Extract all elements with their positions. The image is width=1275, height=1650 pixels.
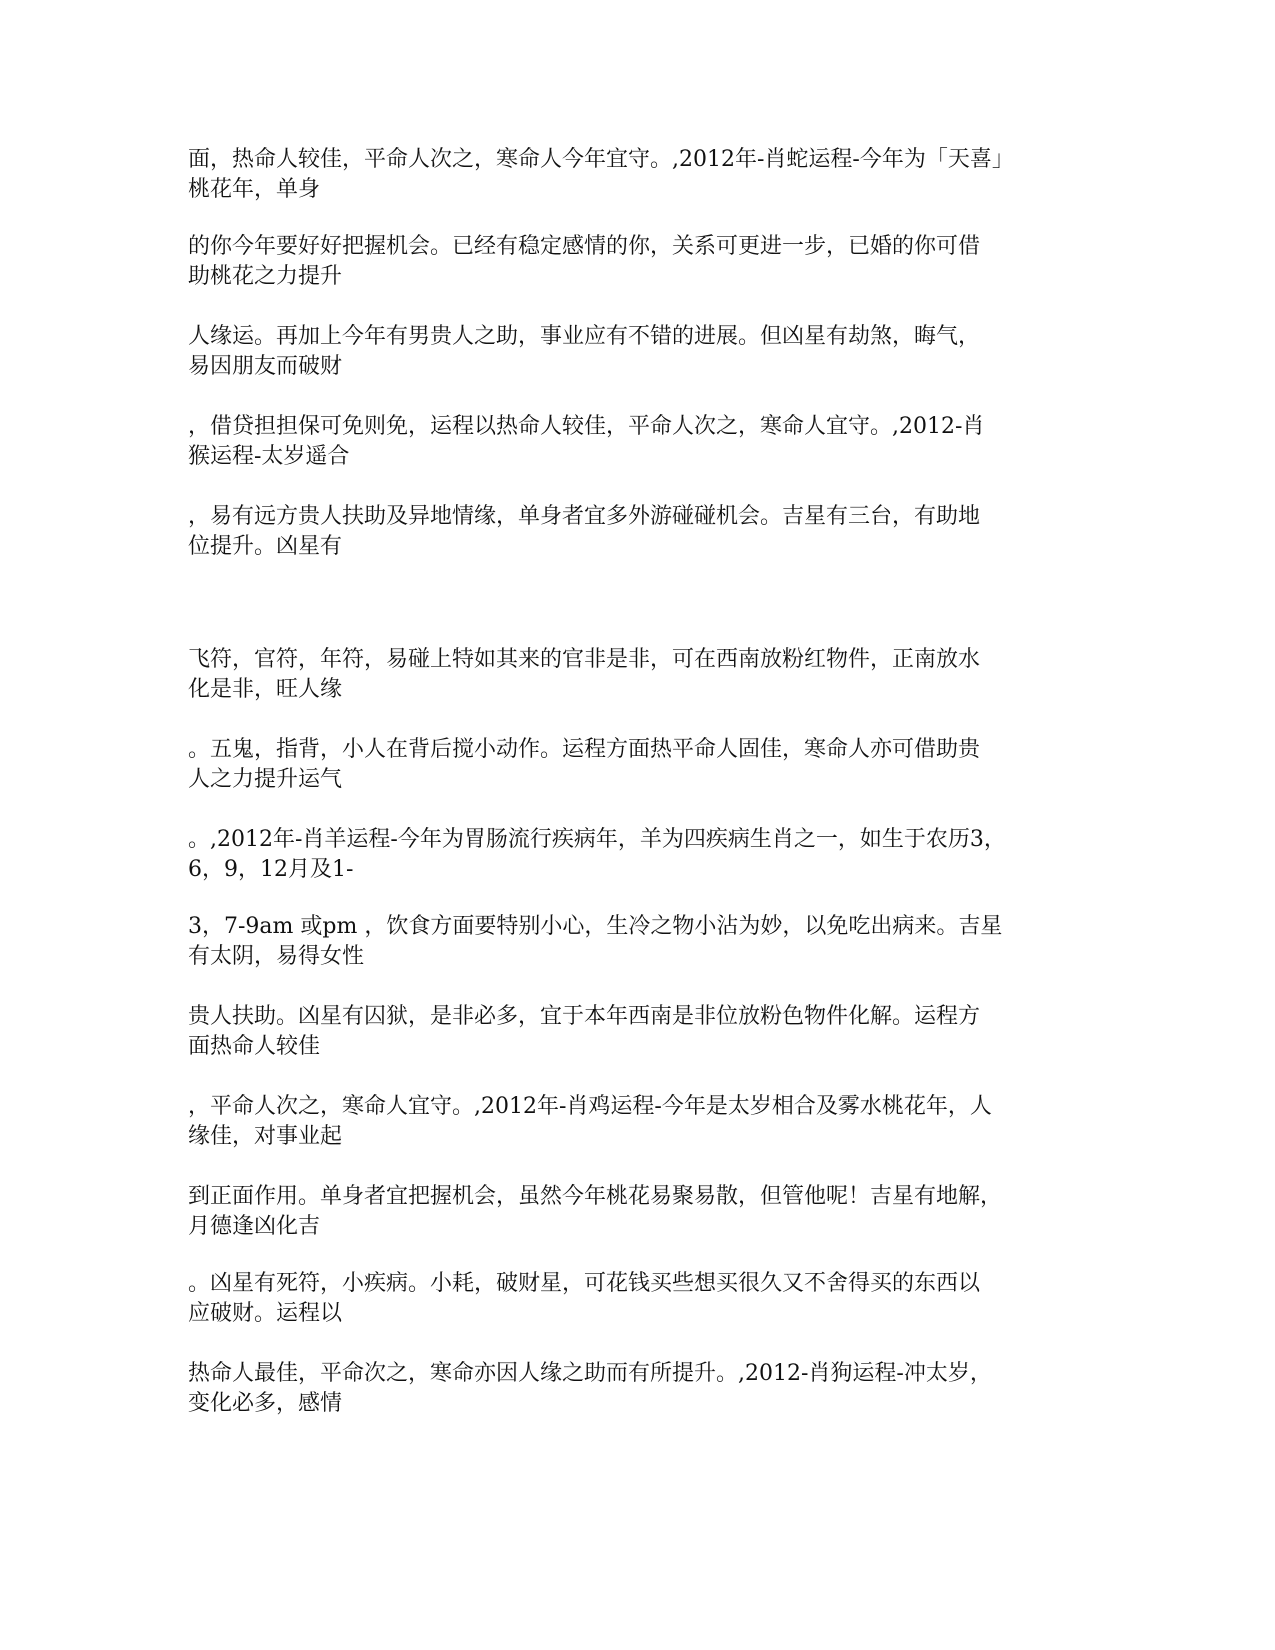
text-line: 猴运程-太岁遥合 xyxy=(188,444,350,469)
paragraph xyxy=(188,322,1088,382)
paragraph xyxy=(188,825,1088,885)
text-line: 易因朋友而破财 xyxy=(188,354,343,379)
text-line: 贵人扶助。凶星有囚狱，是非必多，宜于本年西南是非位放粉色物件化解。运程方 xyxy=(188,1004,981,1029)
text-line: 有太阴，易得女性 xyxy=(188,944,365,969)
paragraph xyxy=(188,645,1088,705)
text-line: 。,2012年-肖羊运程-今年为胃肠流行疾病年，羊为四疾病生肖之一，如生于农历3， xyxy=(188,827,1006,852)
text-line: 。五鬼，指背，小人在背后搅小动作。运程方面热平命人固佳，寒命人亦可借助贵 xyxy=(188,737,981,762)
text-line: 变化必多，感情 xyxy=(188,1391,343,1416)
text-line: 桃花年，单身 xyxy=(188,177,321,202)
paragraph xyxy=(188,232,1088,292)
paragraph xyxy=(188,1182,1088,1242)
paragraph xyxy=(188,502,1088,562)
paragraph xyxy=(188,412,1088,472)
paragraph xyxy=(188,735,1088,795)
text-line: 助桃花之力提升 xyxy=(188,264,343,289)
text-line: 位提升。凶星有 xyxy=(188,534,343,559)
text-line: ，平命人次之，寒命人宜守。,2012年-肖鸡运程-今年是太岁相合及雾水桃花年，人 xyxy=(188,1094,992,1119)
text-line: 化是非，旺人缘 xyxy=(188,677,343,702)
text-line: 6，9，12月及1- xyxy=(188,857,354,882)
text-line: 人之力提升运气 xyxy=(188,767,343,792)
paragraph xyxy=(188,1359,1088,1419)
text-line: 人缘运。再加上今年有男贵人之助，事业应有不错的进展。但凶星有劫煞，晦气， xyxy=(188,324,981,349)
paragraph xyxy=(188,1002,1088,1062)
paragraph xyxy=(188,1269,1088,1329)
text-line: 面，热命人较佳，平命人次之，寒命人今年宜守。,2012年-肖蛇运程-今年为「天喜」 xyxy=(188,147,1014,172)
text-line: 应破财。运程以 xyxy=(188,1301,343,1326)
text-line: 缘佳，对事业起 xyxy=(188,1124,343,1149)
text-line: 热命人最佳，平命次之，寒命亦因人缘之助而有所提升。,2012-肖狗运程-冲太岁， xyxy=(188,1361,992,1386)
text-line: 的你今年要好好把握机会。已经有稳定感情的你，关系可更进一步，已婚的你可借 xyxy=(188,234,981,259)
text-line: 面热命人较佳 xyxy=(188,1034,321,1059)
paragraph xyxy=(188,912,1088,972)
paragraph xyxy=(188,1092,1088,1152)
text-line: ，易有远方贵人扶助及异地情缘，单身者宜多外游碰碰机会。吉星有三台，有助地 xyxy=(188,504,981,529)
text-line: 到正面作用。单身者宜把握机会，虽然今年桃花易聚易散，但管他呢！吉星有地解， xyxy=(188,1184,1003,1209)
text-line: 飞符，官符，年符，易碰上特如其来的官非是非，可在西南放粉红物件，正南放水 xyxy=(188,647,981,672)
paragraph xyxy=(188,145,1088,205)
text-line: 月德逢凶化吉 xyxy=(188,1214,321,1239)
text-line: 。凶星有死符，小疾病。小耗，破财星，可花钱买些想买很久又不舍得买的东西以 xyxy=(188,1271,981,1296)
text-line: 3，7-9am 或pm ，饮食方面要特别小心，生冷之物小沾为妙，以免吃出病来。吉星 xyxy=(188,914,1003,939)
text-line: ，借贷担担保可免则免，运程以热命人较佳，平命人次之，寒命人宜守。,2012-肖 xyxy=(188,414,985,439)
